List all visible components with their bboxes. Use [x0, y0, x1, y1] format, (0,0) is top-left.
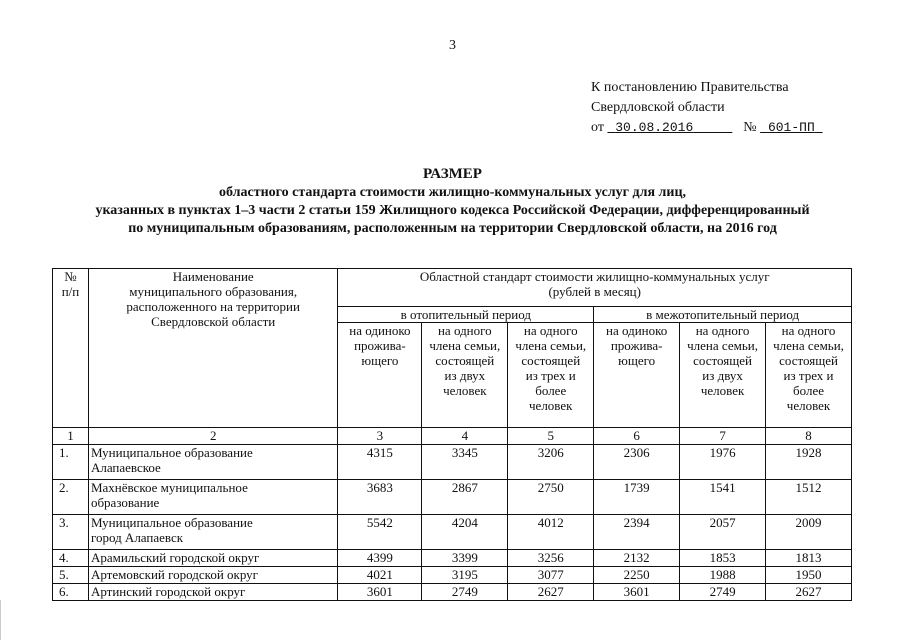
- header-nonheating-period: в межотопительный период: [594, 307, 852, 323]
- approval-line-3: [591, 118, 823, 138]
- document-title: [0, 165, 905, 238]
- column-number: 2: [88, 428, 338, 445]
- value-cell: 2749: [680, 584, 766, 601]
- column-number: 7: [680, 428, 766, 445]
- value-cell: 2250: [594, 567, 680, 584]
- title-line-4: по муниципальным образованиям, расположенным на территории Свердловской области, на 2016 год: [128, 221, 777, 236]
- value-cell: 5542: [338, 515, 422, 550]
- table-row: [53, 550, 852, 567]
- date-prefix: от: [591, 120, 604, 135]
- decree-number: 601-ПП: [767, 120, 815, 135]
- value-cell: 3601: [594, 584, 680, 601]
- header-heating-two: на одного члена семьи, состоящей из двух человек: [422, 323, 508, 428]
- value-cell: 2627: [766, 584, 852, 601]
- value-cell: 2749: [422, 584, 508, 601]
- value-cell: 1988: [680, 567, 766, 584]
- value-cell: 2394: [594, 515, 680, 550]
- value-cell: 1541: [680, 480, 766, 515]
- value-cell: 3256: [508, 550, 594, 567]
- value-cell: 1813: [766, 550, 852, 567]
- column-number: 8: [766, 428, 852, 445]
- value-cell: 4012: [508, 515, 594, 550]
- value-cell: 1739: [594, 480, 680, 515]
- page-number: 3: [449, 38, 456, 53]
- value-cell: 2627: [508, 584, 594, 601]
- column-numbers-row: [53, 428, 852, 445]
- row-number: 5.: [53, 567, 89, 584]
- value-cell: 1853: [680, 550, 766, 567]
- table-row: [53, 515, 852, 550]
- table-row: [53, 480, 852, 515]
- municipality-name: Арамильский городской округ: [88, 550, 338, 567]
- value-cell: 2057: [680, 515, 766, 550]
- table-row: [53, 584, 852, 601]
- row-number: 6.: [53, 584, 89, 601]
- header-nonheating-three: на одного члена семьи, состоящей из трех и более человек: [766, 323, 852, 428]
- row-number: 2.: [53, 480, 89, 515]
- value-cell: 3195: [422, 567, 508, 584]
- table-row: [53, 567, 852, 584]
- column-number: 4: [422, 428, 508, 445]
- table-row: [53, 445, 852, 480]
- header-heating-three: на одного члена семьи, состоящей из трех и более человек: [508, 323, 594, 428]
- value-cell: 2009: [766, 515, 852, 550]
- municipality-name: Махнёвское муниципальное образование: [88, 480, 338, 515]
- title-line-2: областного стандарта стоимости жилищно-коммунальных услуг для лиц,: [218, 185, 687, 200]
- header-heating-single: на одиноко прожива- ющего: [338, 323, 422, 428]
- column-number: 5: [508, 428, 594, 445]
- row-number: 4.: [53, 550, 89, 567]
- header-heating-period: в отопительный период: [338, 307, 594, 323]
- value-cell: 2867: [422, 480, 508, 515]
- value-cell: 4021: [338, 567, 422, 584]
- title-line-3: указанных в пунктах 1–3 части 2 статьи 159 Жилищного кодекса Российской Федерации, дифференцированный: [95, 203, 810, 218]
- municipality-name: Муниципальное образование Алапаевское: [88, 445, 338, 480]
- approval-line-2: Свердловской области: [591, 100, 725, 115]
- value-cell: 2132: [594, 550, 680, 567]
- approval-line-1: К постановлению Правительства: [591, 80, 789, 95]
- column-number: 6: [594, 428, 680, 445]
- value-cell: 1976: [680, 445, 766, 480]
- value-cell: 3601: [338, 584, 422, 601]
- municipality-name: Муниципальное образование город Алапаевск: [88, 515, 338, 550]
- page-edge-mark: [0, 600, 4, 640]
- value-cell: 1512: [766, 480, 852, 515]
- value-cell: 3206: [508, 445, 594, 480]
- value-cell: 3683: [338, 480, 422, 515]
- value-cell: 3077: [508, 567, 594, 584]
- value-cell: 4399: [338, 550, 422, 567]
- value-cell: 3399: [422, 550, 508, 567]
- value-cell: 2306: [594, 445, 680, 480]
- value-cell: 4315: [338, 445, 422, 480]
- row-number: 3.: [53, 515, 89, 550]
- value-cell: 2750: [508, 480, 594, 515]
- value-cell: 4204: [422, 515, 508, 550]
- approval-block: [591, 78, 823, 138]
- column-number: 3: [338, 428, 422, 445]
- header-standard: Областной стандарт стоимости жилищно-коммунальных услуг (рублей в месяц): [338, 269, 852, 307]
- header-nonheating-two: на одного члена семьи, состоящей из двух человек: [680, 323, 766, 428]
- value-cell: 1928: [766, 445, 852, 480]
- number-prefix: №: [743, 120, 757, 135]
- municipality-name: Артинский городской округ: [88, 584, 338, 601]
- value-cell: 3345: [422, 445, 508, 480]
- value-cell: 1950: [766, 567, 852, 584]
- row-number: 1.: [53, 445, 89, 480]
- header-name: Наименование муниципального образования, расположенного на территории Свердловской области: [88, 269, 338, 428]
- header-num: № п/п: [53, 269, 89, 428]
- title-heading: РАЗМЕР: [423, 166, 482, 182]
- municipality-name: Артемовский городской округ: [88, 567, 338, 584]
- column-number: 1: [53, 428, 89, 445]
- standard-cost-table: [52, 268, 852, 601]
- header-nonheating-single: на одиноко прожива- ющего: [594, 323, 680, 428]
- decree-date: 30.08.2016: [615, 120, 694, 135]
